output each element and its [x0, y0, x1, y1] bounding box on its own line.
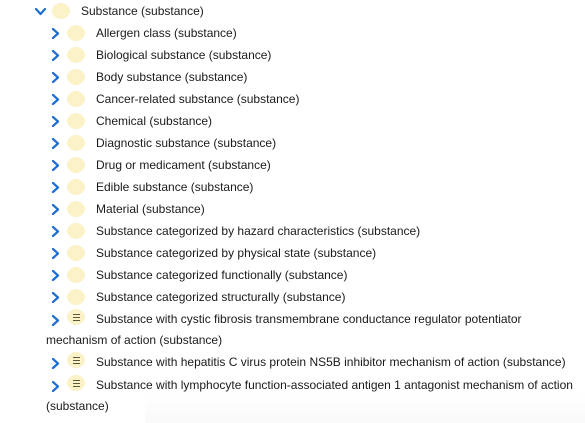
tree-node-child[interactable] — [0, 242, 585, 264]
tree-node-child[interactable] — [0, 264, 585, 286]
tree-node-child[interactable] — [0, 176, 585, 198]
tree-node-child[interactable] — [0, 132, 585, 154]
concept-bubble-icon — [67, 223, 85, 239]
concept-bubble-icon — [67, 47, 85, 63]
concept-bubble-icon — [67, 245, 85, 261]
concept-bubble-icon — [67, 157, 85, 173]
tree-node-label[interactable]: Edible substance (substance) — [96, 180, 254, 194]
tree-node-label[interactable]: Substance (substance) — [81, 4, 204, 18]
concept-bubble-icon — [67, 25, 85, 41]
chevron-right-icon[interactable] — [48, 176, 62, 198]
chevron-right-icon[interactable] — [48, 132, 62, 154]
concept-bubble-icon — [67, 267, 85, 283]
chevron-right-icon[interactable] — [48, 110, 62, 132]
tree-node-child[interactable] — [0, 308, 585, 351]
list-icon — [67, 309, 85, 325]
tree-node-label[interactable]: Drug or medicament (substance) — [96, 158, 271, 172]
tree-node-child[interactable] — [0, 286, 585, 308]
chevron-right-icon[interactable] — [48, 352, 62, 374]
tree-node-label[interactable]: Allergen class (substance) — [96, 26, 237, 40]
tree-node-label[interactable]: Substance categorized by physical state (substance) — [96, 246, 377, 260]
chevron-right-icon[interactable] — [48, 309, 62, 331]
tree-node-child[interactable] — [0, 22, 585, 44]
tree-node-label[interactable]: Body substance (substance) — [96, 70, 248, 84]
tree-node-child[interactable] — [0, 198, 585, 220]
concept-bubble-icon — [67, 69, 85, 85]
concept-bubble-icon — [67, 179, 85, 195]
concept-bubble-icon — [67, 91, 85, 107]
chevron-right-icon[interactable] — [48, 375, 62, 397]
concept-bubble-icon — [52, 3, 70, 19]
chevron-right-icon[interactable] — [48, 88, 62, 110]
chevron-right-icon[interactable] — [48, 220, 62, 242]
tree-node-child[interactable] — [0, 351, 585, 374]
chevron-right-icon[interactable] — [48, 286, 62, 308]
tree-node-label[interactable]: Biological substance (substance) — [96, 48, 272, 62]
chevron-right-icon[interactable] — [48, 242, 62, 264]
list-icon — [67, 375, 85, 391]
tree-node-child[interactable] — [0, 220, 585, 242]
tree-node-child[interactable] — [0, 88, 585, 110]
chevron-right-icon[interactable] — [48, 198, 62, 220]
chevron-right-icon[interactable] — [48, 44, 62, 66]
chevron-right-icon[interactable] — [48, 66, 62, 88]
tree-node-child[interactable] — [0, 374, 585, 417]
tree-node-child[interactable] — [0, 44, 585, 66]
tree-node-label[interactable]: Diagnostic substance (substance) — [96, 136, 277, 150]
tree-node-child[interactable] — [0, 154, 585, 176]
tree-node-label[interactable]: Substance categorized functionally (substance) — [96, 268, 348, 282]
tree-node-label[interactable]: Substance with cystic fibrosis transmembrane conductance regulator potentiator mechanism of action (substance) — [46, 312, 522, 347]
tree-node-child[interactable] — [0, 66, 585, 88]
tree-node-label[interactable]: Cancer-related substance (substance) — [96, 92, 300, 106]
tree-node-label[interactable]: Substance categorized structurally (substance) — [96, 290, 346, 304]
tree-node-label[interactable]: Material (substance) — [96, 202, 205, 216]
concept-bubble-icon — [67, 201, 85, 217]
tree-node-label[interactable]: Substance categorized by hazard characteristics (substance) — [96, 224, 421, 238]
chevron-right-icon[interactable] — [48, 154, 62, 176]
tree-node-substance[interactable] — [0, 0, 585, 22]
concept-bubble-icon — [67, 135, 85, 151]
concept-bubble-icon — [67, 289, 85, 305]
chevron-right-icon[interactable] — [48, 264, 62, 286]
tree-node-label[interactable]: Chemical (substance) — [96, 114, 213, 128]
concept-bubble-icon — [67, 113, 85, 129]
chevron-right-icon[interactable] — [48, 22, 62, 44]
chevron-down-icon[interactable] — [33, 0, 47, 22]
tree-node-label[interactable]: Substance with lymphocyte function-associated antigen 1 antagonist mechanism of action (substance) — [46, 378, 573, 413]
tree-node-label[interactable]: Substance with hepatitis C virus protein NS5B inhibitor mechanism of action (substance) — [96, 355, 566, 369]
list-icon — [67, 352, 85, 368]
tree-node-child[interactable] — [0, 110, 585, 132]
